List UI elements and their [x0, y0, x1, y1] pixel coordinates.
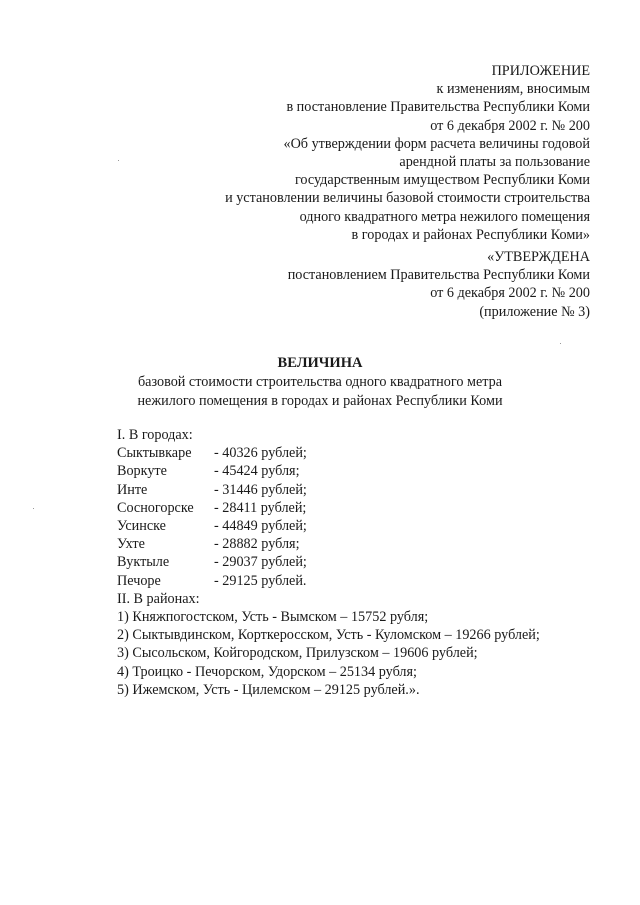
- scan-speck: [118, 160, 119, 161]
- appendix-line: в городах и районах Республики Коми»: [351, 226, 590, 243]
- city-row: [117, 481, 540, 499]
- appendix-header: [225, 62, 590, 244]
- approved-line: постановлением Правительства Республики Коми: [287, 267, 590, 284]
- document-title: ВЕЛИЧИНА: [277, 355, 363, 371]
- appendix-line: и установлении величины базовой стоимости строительства: [225, 190, 590, 207]
- cost-list: [117, 426, 540, 699]
- appendix-line: «Об утверждении форм расчета величины годовой: [283, 135, 590, 152]
- city-row: [117, 499, 540, 517]
- city-name: Сосногорске: [117, 499, 194, 516]
- district-row: 5) Ижемском, Усть - Цилемском – 29125 рублей.».: [117, 681, 420, 698]
- approved-line: (приложение № 3): [479, 303, 590, 320]
- city-name: Сыктывкаре: [117, 445, 192, 462]
- approved-line: «УТВЕРЖДЕНА: [487, 249, 590, 265]
- scan-speck: [560, 343, 561, 344]
- approved-line: от 6 декабря 2002 г. № 200: [430, 285, 590, 302]
- city-value: - 28411 рублей;: [214, 499, 307, 516]
- city-value: - 45424 рубля;: [214, 463, 300, 480]
- city-row: [117, 517, 540, 535]
- city-value: - 44849 рублей;: [214, 518, 307, 535]
- city-row: [117, 553, 540, 571]
- appendix-line: в постановление Правительства Республики Коми: [286, 99, 590, 116]
- appendix-line: одного квадратного метра нежилого помещения: [299, 208, 590, 225]
- city-name: Усинске: [117, 518, 166, 535]
- subtitle-line: базовой стоимости строительства одного квадратного метра: [137, 374, 503, 390]
- district-row: 1) Княжпогостском, Усть - Вымском – 15752 рубля;: [117, 609, 429, 626]
- district-row: 3) Сысольском, Койгородском, Прилузском – 19606 рублей;: [117, 645, 478, 662]
- city-value: - 31446 рублей;: [214, 481, 307, 498]
- city-value: - 40326 рублей;: [214, 445, 307, 462]
- city-row: [117, 572, 540, 590]
- city-name: Инте: [117, 481, 148, 498]
- appendix-line: ПРИЛОЖЕНИЕ: [491, 63, 590, 79]
- cities-heading: I. В городах:: [117, 427, 193, 443]
- appendix-line: к изменениям, вносимым: [436, 81, 590, 98]
- city-row: [117, 535, 540, 553]
- city-name: Печоре: [117, 572, 161, 589]
- city-row: [117, 444, 540, 462]
- appendix-line: от 6 декабря 2002 г. № 200: [430, 117, 590, 134]
- city-name: Вуктыле: [117, 554, 170, 571]
- district-row: 4) Троицко - Печорском, Удорском – 25134 рубля;: [117, 663, 417, 680]
- scan-speck: [33, 508, 34, 509]
- document-subtitle: [0, 373, 640, 410]
- districts-heading: II. В районах:: [117, 590, 200, 607]
- subtitle-line: нежилого помещения в городах и районах Республики Коми: [137, 392, 503, 409]
- appendix-line: государственным имуществом Республики Коми: [294, 172, 590, 189]
- city-value: - 29037 рублей;: [214, 554, 307, 571]
- district-row: 2) Сыктывдинском, Корткеросском, Усть - Куломском – 19266 рублей;: [117, 627, 540, 644]
- approval-stamp-text: [288, 248, 590, 321]
- city-name: Воркуте: [117, 463, 167, 480]
- appendix-line: арендной платы за пользование: [399, 154, 590, 171]
- city-value: - 29125 рублей.: [214, 572, 307, 589]
- city-value: - 28882 рубля;: [214, 536, 300, 553]
- city-row: [117, 462, 540, 480]
- city-name: Ухте: [117, 536, 145, 553]
